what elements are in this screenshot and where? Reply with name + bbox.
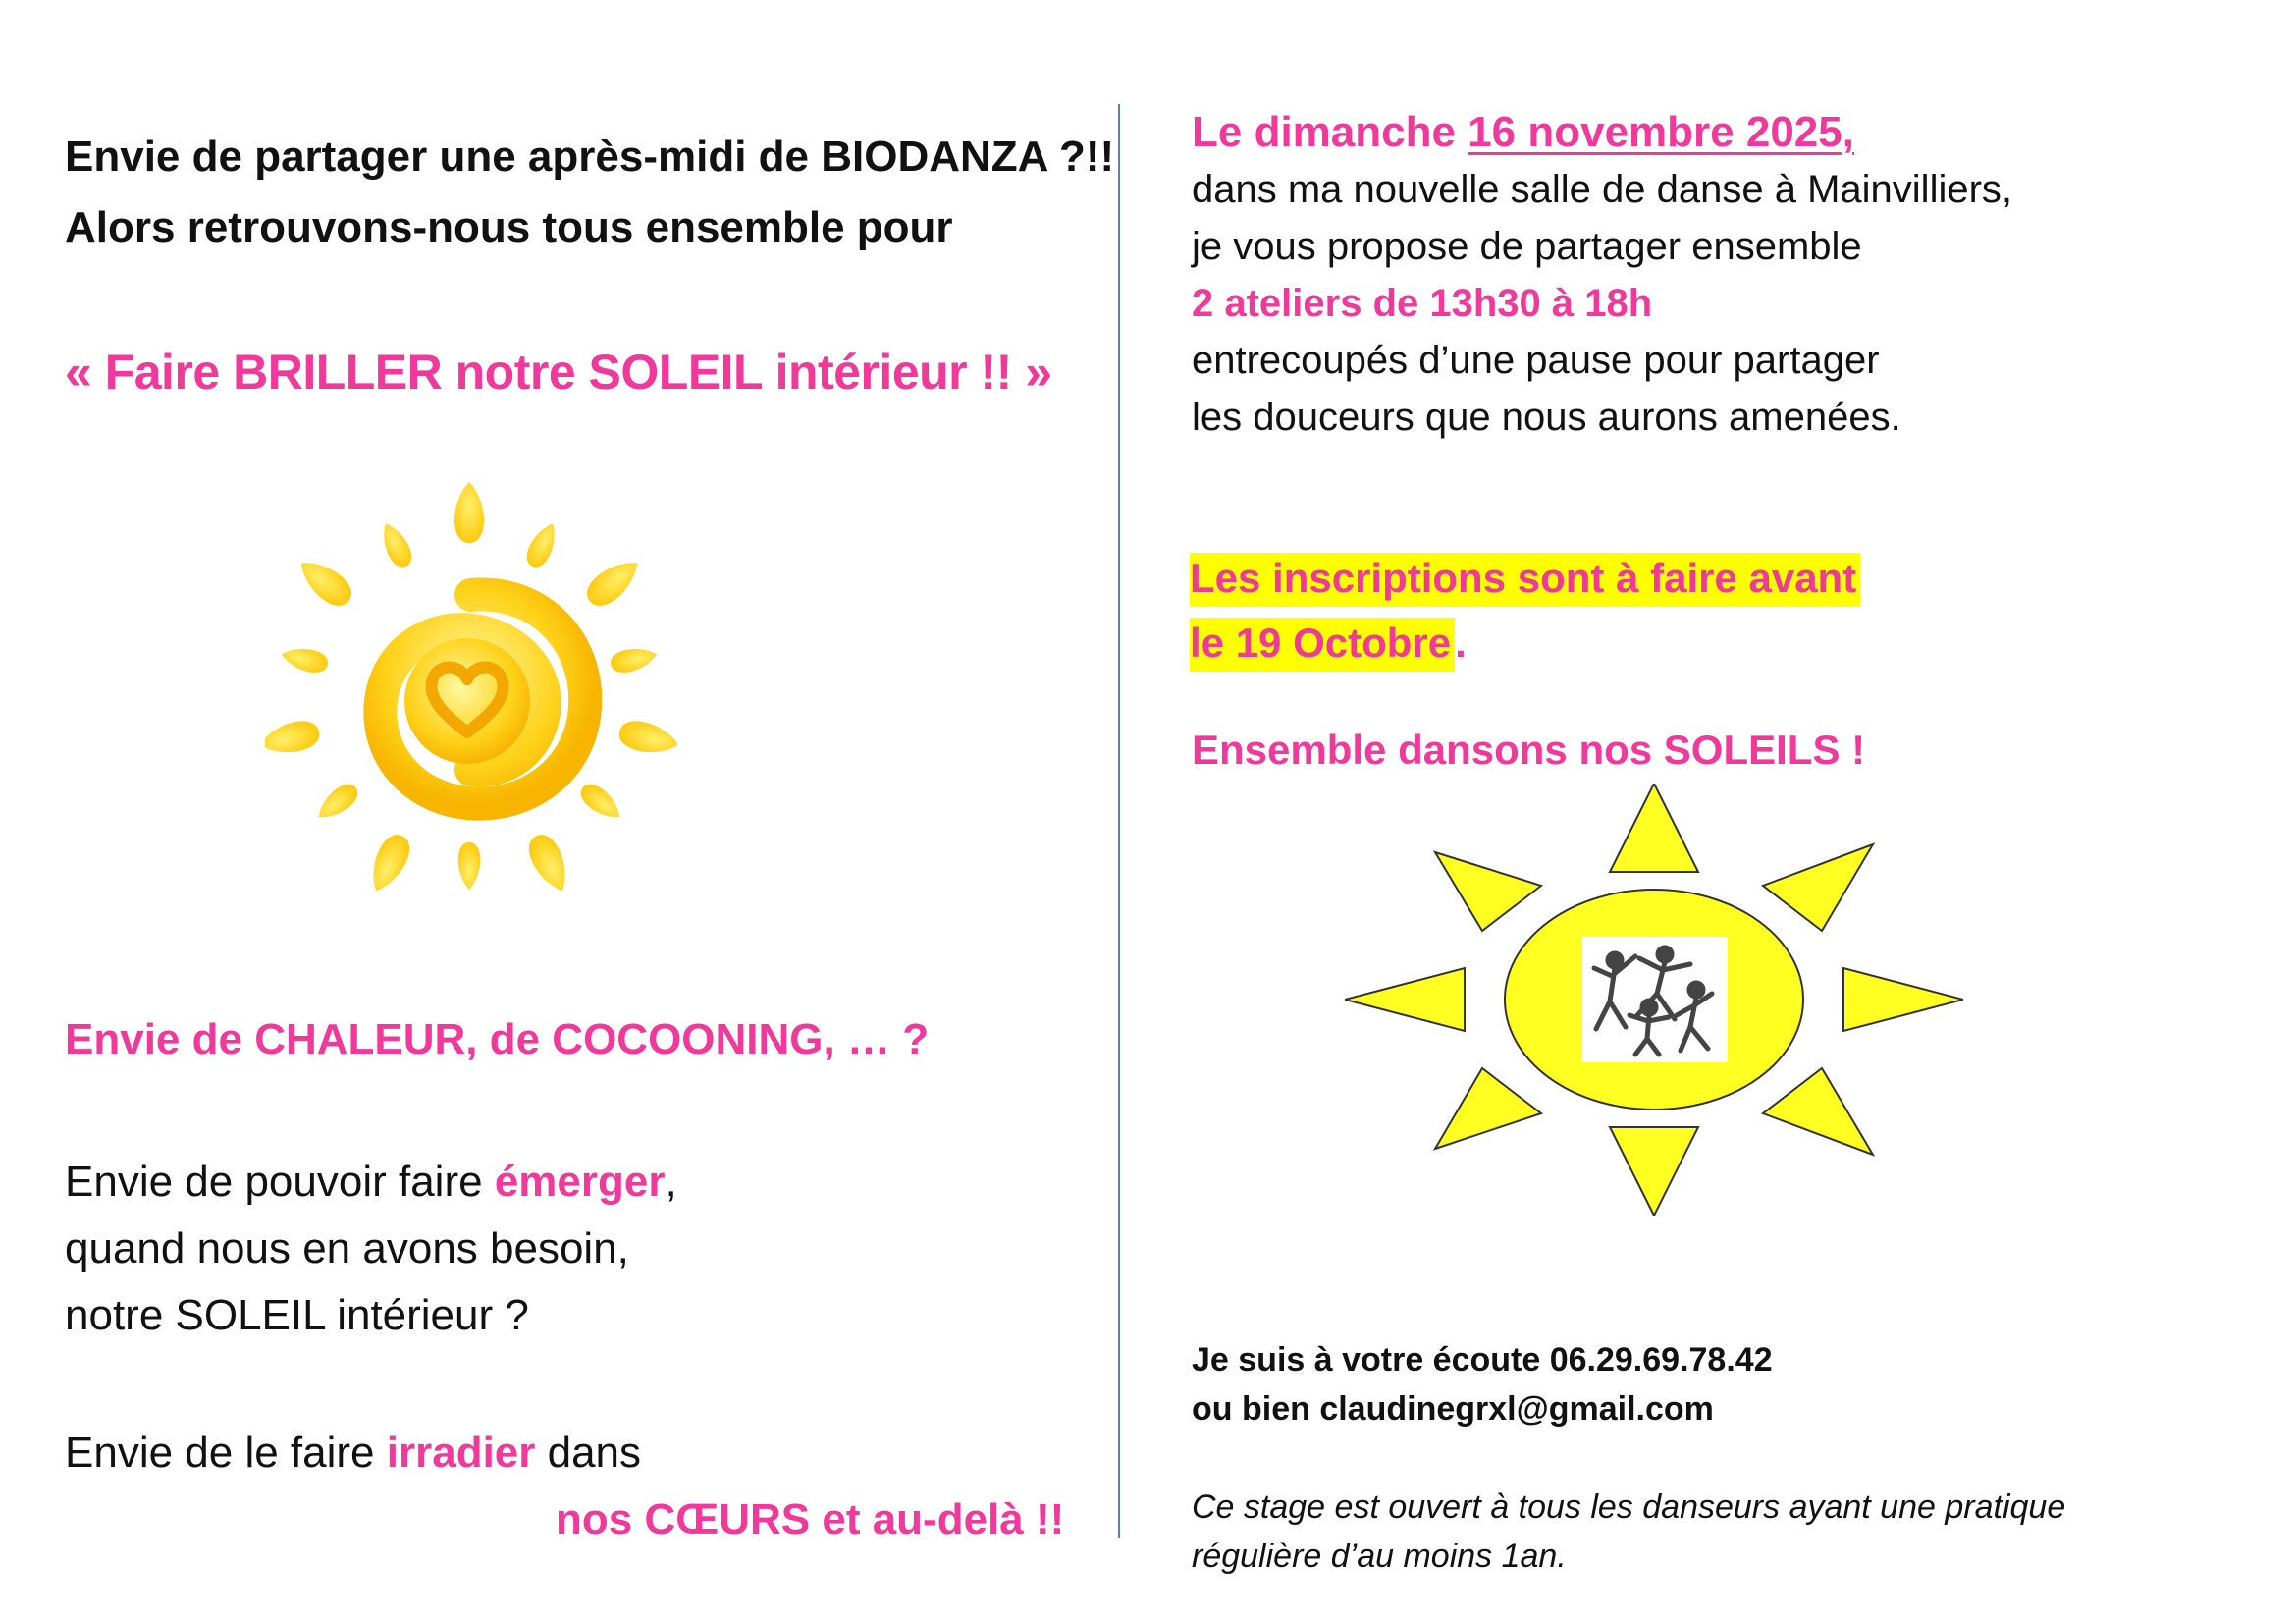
- irradier-word: irradier: [386, 1429, 536, 1477]
- irradier-line-1: [65, 1420, 641, 1487]
- intro-text: [65, 122, 1114, 263]
- contact-phone: Je suis à votre écoute 06.29.69.78.42: [1192, 1341, 1773, 1379]
- sun-ray: [580, 552, 646, 613]
- sun-ray: [279, 643, 330, 676]
- sun-dancers-icon: [1345, 784, 1963, 1216]
- event-line-3: je vous propose de partager ensemble: [1192, 225, 1862, 268]
- event-ateliers: 2 ateliers de 13h30 à 18h: [1192, 282, 1653, 325]
- irradier-paragraph: [65, 1420, 641, 1487]
- emerger-line-2: quand nous en avons besoin,: [65, 1224, 629, 1272]
- emerger-post: ,: [665, 1158, 677, 1206]
- irradier-pre: Envie de le faire: [65, 1429, 387, 1477]
- sun-ray: [458, 842, 481, 890]
- event-details: [1192, 104, 2012, 446]
- irradier-post: dans: [535, 1429, 642, 1477]
- emerger-line-3: notre SOLEIL intérieur ?: [65, 1291, 529, 1339]
- emerger-line-1: [65, 1149, 677, 1216]
- event-date-prefix: Le dimanche: [1192, 108, 1468, 156]
- chaleur-question: Envie de CHALEUR, de COCOONING, … ?: [65, 1015, 930, 1063]
- event-date-line: [1192, 104, 2012, 161]
- event-line-2: dans ma nouvelle salle de danse à Mainvilliers,: [1192, 168, 2013, 211]
- sun-ray: [292, 552, 357, 613]
- inscriptions-line-2: [1190, 611, 1860, 676]
- event-line-5: entrecoupés d’une pause pour partager: [1192, 339, 1880, 382]
- note-line-2: régulière d’au moins 1an.: [1192, 1538, 1567, 1575]
- intro-line-1: Envie de partager une après-midi de BIODANZA ?!!: [65, 133, 1115, 181]
- sun-ray: [522, 518, 562, 570]
- ensemble-slogan: Ensemble dansons nos SOLEILS !: [1192, 727, 1866, 773]
- event-line-6: les douceurs que nous aurons amenées.: [1192, 396, 1901, 439]
- inscriptions-notice: [1190, 546, 1860, 676]
- sun-ray: [609, 643, 660, 676]
- inscriptions-text-2: le 19 Octobre: [1190, 618, 1455, 672]
- emerger-paragraph: [65, 1149, 677, 1349]
- sun-ray: [576, 779, 627, 826]
- prerequisite-note: [1192, 1483, 2065, 1581]
- coeurs-line: nos CŒURS et au-delà !!: [556, 1495, 1065, 1543]
- inscriptions-period: .: [1455, 620, 1467, 666]
- sun-heart-icon: [265, 479, 677, 921]
- emerger-pre: Envie de pouvoir faire: [65, 1158, 495, 1206]
- column-divider: [1118, 104, 1120, 1538]
- event-date: 16 novembre 2025,: [1468, 108, 1854, 156]
- note-line-1: Ce stage est ouvert à tous les danseurs ayant une pratique: [1192, 1489, 2066, 1526]
- contact-info: [1192, 1335, 1773, 1434]
- sun-ray: [265, 717, 322, 759]
- sun-ray: [312, 779, 363, 826]
- inscriptions-line-1: [1190, 546, 1860, 611]
- contact-email: ou bien claudinegrxl@gmail.com: [1192, 1390, 1714, 1428]
- headline: « Faire BRILLER notre SOLEIL intérieur !! »: [65, 345, 1052, 400]
- emerger-word: émerger: [494, 1158, 666, 1206]
- sun-ray: [376, 518, 416, 570]
- sun-ray: [362, 830, 415, 897]
- sun-ray: [616, 717, 677, 759]
- inscriptions-text-1: Les inscriptions sont à faire avant: [1190, 553, 1860, 607]
- sun-ray: [523, 830, 576, 897]
- intro-line-2: Alors retrouvons-nous tous ensemble pour: [65, 203, 953, 251]
- sun-ray: [454, 482, 484, 543]
